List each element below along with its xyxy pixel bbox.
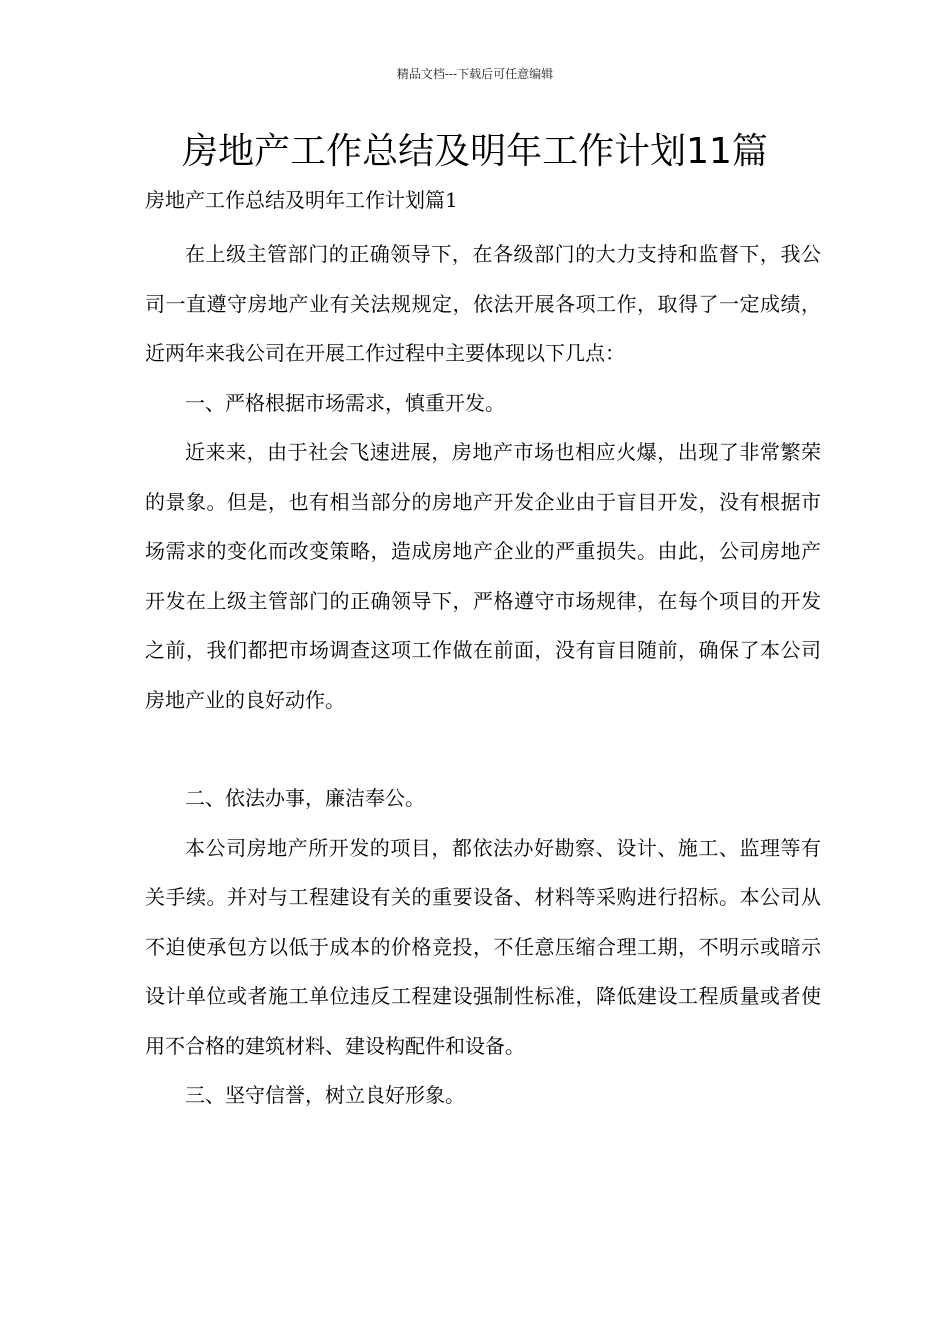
paragraph-intro: 在上级主管部门的正确领导下，在各级部门的大力支持和监督下，我公司一直遵守房地产业有关法规规定，依法开展各项工作，取得了一定成绩，近两年来我公司在开展工作过程中主要体现以下几点： [145,242,821,365]
document-title: 房地产工作总结及明年工作计划11篇 [182,131,768,172]
paragraph-law: 本公司房地产所开发的项目，都依法办好勘察、设计、施工、监理等有关手续。并对与工程建设有关的重要设备、材料等采购进行招标。本公司从不迫使承包方以低于成本的价格竞投，不任意压缩合理工期，不明示或暗示设计单位或者施工单位违反工程建设强制性标准，降低建设工程质量或者使用不合格的建筑材料、建设构配件和设备。 [145,835,821,1058]
section-subtitle: 房地产工作总结及明年工作计划篇1 [145,188,458,212]
paragraph-spacer [145,725,821,774]
section-heading-1: 一、严格根据市场需求，慎重开发。 [185,390,505,415]
document-body [145,230,821,1121]
section-heading-3: 三、坚守信誉，树立良好形象。 [185,1083,465,1107]
header-note: 精品文档---下载后可任意编辑 [396,67,554,81]
paragraph-market: 近来来，由于社会飞速进展，房地产市场也相应火爆，出现了非常繁荣的景象。但是，也有相当部分的房地产开发企业由于盲目开发，没有根据市场需求的变化而改变策略，造成房地产企业的严重损失。由此，公司房地产开发在上级主管部门的正确领导下，严格遵守市场规律，在每个项目的开发之前，我们都把市场调查这项工作做在前面，没有盲目随前，确保了本公司房地产业的良好动作。 [145,440,821,712]
section-heading-2: 二、依法办事，廉洁奉公。 [185,786,425,810]
